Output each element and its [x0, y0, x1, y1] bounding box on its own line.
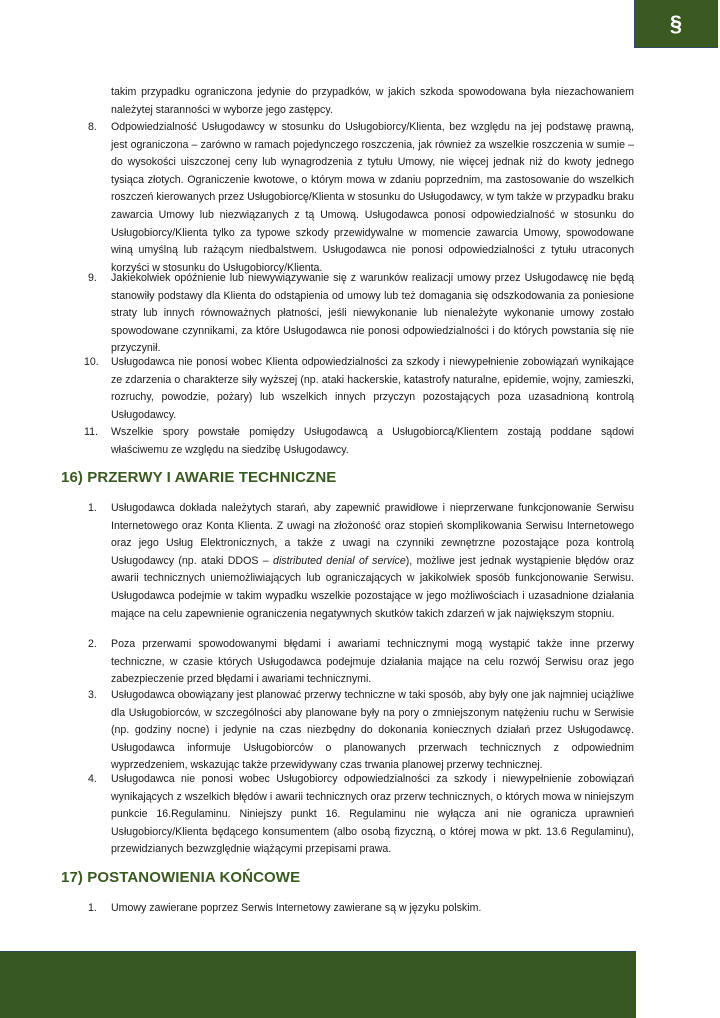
- list-number: 1.: [88, 502, 97, 514]
- list-text: Usługodawca nie ponosi wobec Usługobiorcy odpowiedzialności za szkody i niewypełnienie zobowiązań wynikających z wszelkich błędów i awarii technicznych oraz przerw technicznych, o których mowa w niniejszym punkcie 16.Regulaminu. Niniejszy punkt 16. Regulaminu nie wyłącza ani nie ogranicza uprawnień Usługobiorcy/Klienta będącego konsumentem (albo osobą fizyczną, o której mowa w pkt. 13.6 Regulaminu), przewidzianych bezwzględnie wiążącymi przepisami prawa.: [111, 773, 634, 856]
- list-number: 11.: [84, 426, 98, 438]
- list-number: 9.: [88, 272, 97, 284]
- list-number: 3.: [88, 689, 97, 701]
- list-number: 4.: [88, 773, 97, 785]
- list-text: Jakiekolwiek opóźnienie lub niewywiązywanie się z warunków realizacji umowy przez Usługodawcę nie będą stanowiły podstawy dla Klienta do odstąpienia od umowy lub też domagania się odszkodowania za poniesione straty lub innych równoważnych płatności, jeśli niewykonanie lub nienależyte wykonanie umowy zostało spowodowane czynnikami, za które Usługodawca nie ponosi odpowiedzialności i do których powstania się nie przyczynił.: [111, 272, 634, 355]
- list-text: Usługodawca obowiązany jest planować przerwy techniczne w taki sposób, aby były one jak najmniej uciążliwe dla Usługobiorców, w szczególności aby planowane były na pory o zmniejszonym natężeniu ruchu w Serwisie (np. godziny nocne) i jedynie na czas niezbędny do dokonania koniecznych działań przez Usługodawcę. Usługodawca informuje Usługobiorców o planowanych przerwach technicznych z odpowiednim wyprzedzeniem, wskazując także przewidywany czas trwania planowej przerwy technicznej.: [111, 689, 634, 772]
- list-text: Poza przerwami spowodowanymi błędami i awariami technicznymi mogą wystąpić także inne przerwy techniczne, w czasie których Usługodawca podejmuje działania mające na celu rozwój Serwisu oraz jego zabezpieczenie przed błędami i awariami technicznymi.: [111, 638, 634, 686]
- item-7-continuation: takim przypadku ograniczona jedynie do przypadków, w jakich szkoda spowodowana była niezachowaniem należytej staranności w wyborze jego zastępcy.: [111, 86, 634, 116]
- section-17-heading: 17) POSTANOWIENIA KOŃCOWE: [61, 869, 301, 886]
- list-text: Umowy zawierane poprzez Serwis Internetowy zawierane są w języku polskim.: [111, 902, 482, 914]
- list-number: 8.: [88, 121, 97, 133]
- list-text: Odpowiedzialność Usługodawcy w stosunku do Usługobiorcy/Klienta, bez względu na jej podstawę prawną, jest ograniczona – zarówno w ramach pojedynczego roszczenia, jak również za wszelkie roszczenia w sumie – do wysokości uiszczonej ceny lub wynagrodzenia z tytułu Umowy, nie więcej jednak niż do kwoty jednego tysiąca złotych. Ograniczenie kwotowe, o którym mowa w zdaniu poprzednim, ma zastosowanie do wszelkich roszczeń kierowanych przez Usługobiorcę/Klienta w stosunku do Usługodawcy, w tym także w przypadku braku zawarcia Umowy lub niezwiązanych z tą Umową. Usługodawca ponosi odpowiedzialność w stosunku do Usługobiorcy/Klienta tylko za typowe szkody przewidywalne w momencie zawarcia Umowy, spowodowane winą umyślną lub rażącym niedbalstwem. Usługodawca nie ponosi odpowiedzialności z tytułu utraconych korzyści w stosunku do Usługobiorcy/Klienta.: [111, 121, 634, 274]
- list-text: Usługodawca dokłada należytych starań, aby zapewnić prawidłowe i nieprzerwane funkcjonowanie Serwisu Internetowego oraz Konta Klienta. Z uwagi na złożoność oraz stopień skomplikowania Serwisu Internetowego oraz jego Usług Elektronicznych, a także z uwagi na czynniki zewnętrzne pozostające poza kontrolą Usługodawcy (np. ataki DDOS – distributed denial of service), możliwe jest jednak wystąpienie błędów oraz awarii technicznych uniemożliwiających lub ograniczających w jakikolwiek sposób funkcjonowanie Serwisu. Usługodawca podejmie w takim wypadku wszelkie pozostające w jego możliwościach i uzasadnione działania mające na celu zapewnienie ograniczenia negatywnych skutków takich zdarzeń w jak największym stopniu.: [111, 502, 634, 620]
- list-text: Usługodawca nie ponosi wobec Klienta odpowiedzialności za szkody i niewypełnienie zobowiązań wynikające ze zdarzenia o charakterze siły wyższej (np. ataki hackerskie, katastrofy naturalne, epidemie, wojny, zamieszki, rozruchy, powodzie, pożary) lub wszelkich innych przyczyn pozostających poza uzasadnioną kontrolą Usługodawcy.: [111, 356, 634, 421]
- list-number: 10.: [84, 356, 99, 368]
- section-16-heading: 16) PRZERWY I AWARIE TECHNICZNE: [61, 469, 337, 486]
- section-symbol-badge: [634, 0, 718, 48]
- list-text: Wszelkie spory powstałe pomiędzy Usługodawcą a Usługobiorcą/Klientem zostają poddane sądowi właściwemu ze względu na siedzibę Usługodawcy.: [111, 426, 634, 456]
- list-number: 2.: [88, 638, 97, 650]
- paragraph-sign-icon: §: [669, 10, 683, 36]
- list-number: 1.: [88, 902, 97, 914]
- footer-bar: [0, 951, 636, 1018]
- italic-term: distributed denial of service: [273, 554, 406, 567]
